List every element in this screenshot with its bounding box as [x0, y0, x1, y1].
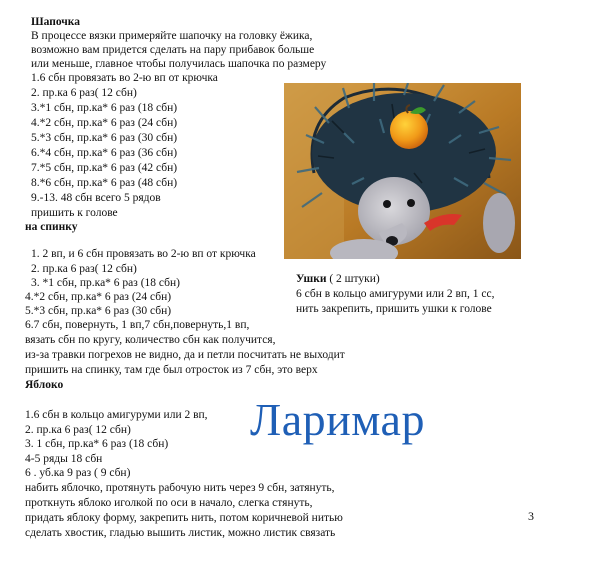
- apple-row: сделать хвостик, гладью вышить листик, можно листик связать: [25, 527, 336, 539]
- apple-title: Яблоко: [25, 379, 64, 391]
- apple-row: 3. 1 сбн, пр.ка* 6 раз (18 сбн): [25, 438, 169, 450]
- back-row: из-за травки погрехов не видно, да и петли посчитать не выходит: [25, 349, 345, 361]
- ears-row: нить закрепить, пришить ушки к голове: [296, 303, 492, 315]
- back-row: вязать сбн по кругу, количество сбн как получится,: [25, 334, 276, 346]
- hedgehog-photo: [284, 83, 521, 259]
- apple-row: 4-5 ряды 18 сбн: [25, 453, 103, 465]
- cap-row: 2. пр.ка 6 раз( 12 сбн): [31, 87, 137, 99]
- cap-row: 7.*5 сбн, пр.ка* 6 раз (42 сбн): [31, 162, 178, 174]
- ears-title-count: ( 2 штуки): [326, 273, 380, 285]
- page-number: 3: [528, 509, 534, 523]
- apple-row: придать яблоку форму, закрепить нить, потом коричневой нитью: [25, 512, 343, 524]
- cap-row: 9.-13. 48 сбн всего 5 рядов: [31, 192, 161, 204]
- back-row: 1. 2 вп, и 6 сбн провязать во 2-ю вп от крючка: [31, 248, 256, 260]
- cap-row: пришить к голове: [31, 207, 118, 219]
- ears-row: 6 сбн в кольцо амигуруми или 2 вп, 1 сс,: [296, 288, 495, 300]
- cap-row: 3.*1 сбн, пр.ка* 6 раз (18 сбн): [31, 102, 178, 114]
- back-row: 4.*2 сбн, пр.ка* 6 раз (24 сбн): [25, 291, 172, 303]
- watermark-text: Ларимар: [250, 394, 425, 445]
- cap-intro-line: возможно вам придется сделать на пару прибавок больше: [31, 44, 315, 56]
- cap-title: Шапочка: [31, 16, 80, 28]
- apple-row: 6 . уб.ка 9 раз ( 9 сбн): [25, 467, 131, 479]
- apple-row: проткнуть яблоко иголкой по оси в начало, слегка стянуть,: [25, 497, 313, 509]
- ears-title-label: Ушки: [296, 273, 327, 285]
- cap-row: 1.6 сбн провязать во 2-ю вп от крючка: [31, 72, 218, 84]
- back-row: 5.*3 сбн, пр.ка* 6 раз (30 сбн): [25, 305, 172, 317]
- apple-row: набить яблочко, протянуть рабочую нить через 9 сбн, затянуть,: [25, 482, 335, 494]
- cap-row: 5.*3 сбн, пр.ка* 6 раз (30 сбн): [31, 132, 178, 144]
- cap-intro-line: В процессе вязки примеряйте шапочку на головку ёжика,: [31, 30, 313, 42]
- cap-row: 6.*4 сбн, пр.ка* 6 раз (36 сбн): [31, 147, 178, 159]
- apple-row: 2. пр.ка 6 раз( 12 сбн): [25, 424, 131, 436]
- back-row: 6.7 сбн, повернуть, 1 вп,7 сбн,повернуть,1 вп,: [25, 319, 250, 331]
- back-title: на спинку: [25, 221, 78, 233]
- cap-intro-line: или меньше, главное чтобы получилась шапочка по размеру: [31, 58, 327, 70]
- ears-title: [296, 272, 380, 286]
- cap-row: 4.*2 сбн, пр.ка* 6 раз (24 сбн): [31, 117, 178, 129]
- back-row: пришить на спинку, там где был отросток из 7 сбн, это верх: [25, 364, 318, 376]
- back-row: 3. *1 сбн, пр.ка* 6 раз (18 сбн): [31, 277, 180, 289]
- apple-row: 1.6 сбн в кольцо амигуруми или 2 вп,: [25, 409, 208, 421]
- cap-row: 8.*6 сбн, пр.ка* 6 раз (48 сбн): [31, 177, 178, 189]
- back-row: 2. пр.ка 6 раз( 12 сбн): [31, 263, 137, 275]
